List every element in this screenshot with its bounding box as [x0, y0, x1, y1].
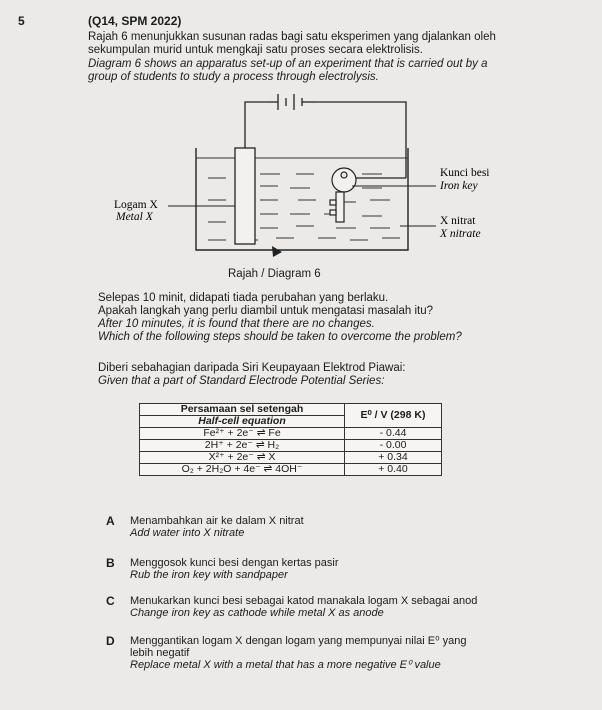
- iron-key-label-ms: Kunci besi: [440, 167, 490, 179]
- option-a-ms: Menambahkan air ke dalam X nitrat: [130, 515, 304, 527]
- option-a-en: Add water into X nitrate: [130, 527, 245, 539]
- table-header-en: Half-cell equation: [140, 416, 345, 428]
- battery-icon: [270, 94, 316, 110]
- problem-en-line-2: Which of the following steps should be taken to overcome the problem?: [98, 331, 462, 343]
- table-cell-equation: 2H⁺ + 2e⁻ ⇌ H₂: [140, 440, 345, 452]
- stem-ms-line-2: sekumpulan murid untuk mengkaji satu proses secara elektrolisis.: [88, 44, 423, 56]
- option-d-ms-1: Menggantikan logam X dengan logam yang mempunyai nilai E⁰ yang: [130, 635, 467, 647]
- x-nitrate-label-en: X nitrate: [440, 228, 481, 240]
- arrow-icon: [272, 246, 282, 257]
- given-ms: Diberi sebahagian daripada Siri Keupayaan Elektrod Piawai:: [98, 362, 406, 374]
- stem-en-line-1: Diagram 6 shows an apparatus set-up of an experiment that is carried out by a: [88, 58, 488, 70]
- electrode-potential-table: [139, 403, 442, 476]
- question-source-tag: (Q14, SPM 2022): [88, 14, 182, 28]
- option-d-en: Replace metal X with a metal that has a more negative E⁰ value: [130, 659, 441, 671]
- question-number: 5: [18, 14, 25, 28]
- option-c-text[interactable]: [130, 595, 570, 619]
- option-a-text[interactable]: [130, 515, 570, 539]
- table-cell-value: - 0.00: [345, 440, 442, 452]
- problem-en-line-1: After 10 minutes, it is found that there are no changes.: [98, 318, 375, 330]
- option-d-letter[interactable]: D: [106, 634, 115, 648]
- option-a-letter[interactable]: A: [106, 514, 115, 528]
- option-b-text[interactable]: [130, 557, 570, 581]
- option-c-letter[interactable]: C: [106, 594, 115, 608]
- table-row: [140, 428, 442, 440]
- table-row: [140, 440, 442, 452]
- given-en: Given that a part of Standard Electrode Potential Series:: [98, 375, 385, 387]
- option-c-ms: Menukarkan kunci besi sebagai katod manakala logam X sebagai anod: [130, 595, 478, 607]
- table-cell-equation: X²⁺ + 2e⁻ ⇌ X: [140, 452, 345, 464]
- option-c-en: Change iron key as cathode while metal X as anode: [130, 607, 384, 619]
- table-header-value: E⁰ / V (298 K): [345, 404, 442, 428]
- table-cell-value: + 0.40: [345, 464, 442, 476]
- beaker: [196, 148, 408, 250]
- table-cell-value: + 0.34: [345, 452, 442, 464]
- iron-key-label-en: Iron key: [440, 180, 478, 192]
- circuit-wire: [245, 102, 406, 178]
- table-cell-equation: O₂ + 2H₂O + 4e⁻ ⇌ 4OH⁻: [140, 464, 345, 476]
- stem-ms-line-1: Rajah 6 menunjukkan susunan radas bagi satu eksperimen yang djalankan oleh: [88, 31, 496, 43]
- option-b-ms: Menggosok kunci besi dengan kertas pasir: [130, 557, 339, 569]
- electrolysis-apparatus-diagram: [100, 88, 520, 284]
- table-cell-value: - 0.44: [345, 428, 442, 440]
- nitrate-solution: [196, 158, 408, 240]
- problem-ms-line-1: Selepas 10 minit, didapati tiada perubahan yang berlaku.: [98, 292, 389, 304]
- x-nitrate-label-ms: X nitrat: [440, 215, 476, 227]
- iron-key-icon: [330, 168, 406, 222]
- metal-x-label-ms: Logam X: [114, 199, 158, 211]
- table-cell-equation: Fe²⁺ + 2e⁻ ⇌ Fe: [140, 428, 345, 440]
- option-d-ms-2: lebih negatif: [130, 647, 190, 659]
- metal-x-electrode: [235, 148, 255, 244]
- metal-x-label-en: Metal X: [116, 211, 153, 223]
- table-row: [140, 464, 442, 476]
- table-row: [140, 452, 442, 464]
- table-header-ms: Persamaan sel setengah: [140, 404, 345, 416]
- diagram-caption: Rajah / Diagram 6: [228, 268, 321, 280]
- label-lines: [168, 186, 436, 226]
- option-b-letter[interactable]: B: [106, 556, 115, 570]
- option-d-text[interactable]: [130, 635, 570, 671]
- stem-en-line-2: group of students to study a process through electrolysis.: [88, 71, 379, 83]
- option-b-en: Rub the iron key with sandpaper: [130, 569, 288, 581]
- problem-ms-line-2: Apakah langkah yang perlu diambil untuk mengatasi masalah itu?: [98, 305, 433, 317]
